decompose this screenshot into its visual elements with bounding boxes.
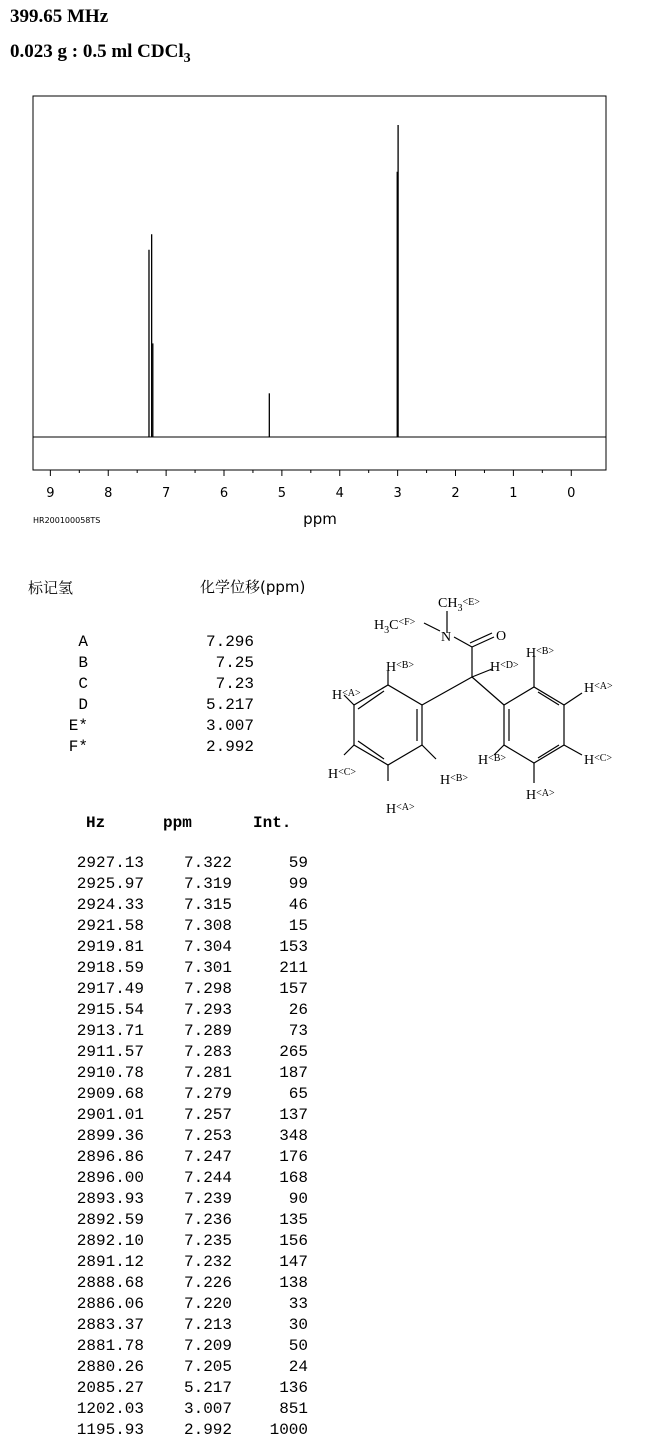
peak-hz: 2883.37: [76, 1316, 144, 1334]
label-h-a-left-bottom: $H^{<A>}$: [386, 802, 415, 817]
x-tick-label: 2: [451, 486, 460, 501]
assign-shift: 2.992: [205, 738, 254, 756]
peak-ppm: 7.253: [183, 1127, 232, 1145]
peak-hz: 2913.71: [76, 1022, 144, 1040]
peak-ppm: 2.992: [183, 1421, 232, 1439]
peak-hz: 2901.01: [76, 1106, 144, 1124]
peak-int: 90: [288, 1190, 308, 1208]
peak-hz: 2918.59: [76, 959, 144, 977]
label-h-a-right-bottom: $H^{<A>}$: [526, 788, 555, 803]
peak-ppm: 5.217: [183, 1379, 232, 1397]
x-tick-label: 4: [335, 486, 344, 501]
assign-label: D: [78, 696, 88, 714]
label-h-d: $H^{<D>}$: [490, 660, 519, 675]
sample-conditions-text: 0.023 g : 0.5 ml CDCl: [10, 41, 184, 62]
spectrometer-frequency: 399.65 MHz: [10, 6, 109, 27]
peak-hz: 1202.03: [76, 1400, 144, 1418]
label-h3c: $H_3C^{<F>}$: [374, 617, 416, 636]
label-h-c-left: $H^{<C>}$: [328, 767, 357, 782]
assign-label: C: [78, 675, 88, 693]
peak-int: 99: [288, 875, 308, 893]
peak-int: 26: [288, 1001, 308, 1019]
peak-hz: 2927.13: [76, 854, 144, 872]
peak-ppm: 7.289: [183, 1022, 232, 1040]
peak-hz: 1195.93: [76, 1421, 144, 1439]
label-o: O: [496, 629, 507, 644]
peak-hz: 2085.27: [76, 1379, 144, 1397]
plot-frame: [33, 96, 606, 470]
peak-ppm: 7.279: [183, 1085, 232, 1103]
assign-shift: 3.007: [205, 717, 254, 735]
assign-shift: 7.23: [215, 675, 254, 693]
peak-ppm: 7.236: [183, 1211, 232, 1229]
peak-int: 50: [288, 1337, 308, 1355]
peak-int: 135: [279, 1211, 308, 1229]
peak-int: 348: [279, 1127, 308, 1145]
peak-int: 147: [279, 1253, 308, 1271]
label-h-a-left: $H^{<A>}$: [332, 688, 361, 703]
label-h-b-right-bottom: $H^{<B>}$: [478, 753, 507, 768]
peak-int: 30: [288, 1316, 308, 1334]
peak-int: 211: [279, 959, 308, 977]
molecule-structure: [320, 585, 640, 820]
x-tick-label: 1: [509, 486, 518, 501]
peak-hz: 2911.57: [76, 1043, 144, 1061]
peak-int: 187: [279, 1064, 308, 1082]
peak-ppm: 7.315: [183, 896, 232, 914]
peak-ppm: 7.304: [183, 938, 232, 956]
peak-hz: 2910.78: [76, 1064, 144, 1082]
peak-ppm: 7.232: [183, 1253, 232, 1271]
peak-int: 156: [279, 1232, 308, 1250]
peak-header-int: Int.: [253, 814, 292, 832]
peak-hz: 2891.12: [76, 1253, 144, 1271]
peak-ppm: 7.322: [183, 854, 232, 872]
peak-hz: 2881.78: [76, 1337, 144, 1355]
structure-bonds: [344, 611, 582, 783]
label-n: N: [441, 630, 452, 645]
structure-labels: [328, 596, 613, 817]
peak-int: 168: [279, 1169, 308, 1187]
peak-ppm: 7.281: [183, 1064, 232, 1082]
peak-ppm: 7.293: [183, 1001, 232, 1019]
x-axis: [46, 470, 575, 501]
peak-int: 46: [288, 896, 308, 914]
peak-hz: 2919.81: [76, 938, 144, 956]
peak-hz: 2896.86: [76, 1148, 144, 1166]
assign-label: B: [78, 654, 88, 672]
peak-int: 153: [279, 938, 308, 956]
peak-ppm: 7.205: [183, 1358, 232, 1376]
peak-ppm: 7.235: [183, 1232, 232, 1250]
peak-int: 176: [279, 1148, 308, 1166]
peak-int: 59: [288, 854, 308, 872]
peak-hz: 2909.68: [76, 1085, 144, 1103]
peak-int: 65: [288, 1085, 308, 1103]
assign-shift: 7.296: [205, 633, 254, 651]
peak-hz: 2888.68: [76, 1274, 144, 1292]
label-h-a-right: $H^{<A>}$: [584, 681, 613, 696]
peak-ppm: 7.257: [183, 1106, 232, 1124]
peak-ppm: 7.209: [183, 1337, 232, 1355]
peak-int: 15: [288, 917, 308, 935]
peak-header-hz: Hz: [86, 814, 106, 832]
peak-ppm: 7.301: [183, 959, 232, 977]
peak-hz: 2915.54: [76, 1001, 144, 1019]
sample-conditions-subscript: 3: [183, 50, 191, 66]
x-axis-label: ppm: [303, 510, 337, 528]
peak-int: 157: [279, 980, 308, 998]
label-h-b-left-bottom: $H^{<B>}$: [440, 773, 469, 788]
peak-hz: 2921.58: [76, 917, 144, 935]
peak-ppm: 7.244: [183, 1169, 232, 1187]
peak-ppm: 7.213: [183, 1316, 232, 1334]
peak-int: 851: [279, 1400, 308, 1418]
peak-ppm: 7.308: [183, 917, 232, 935]
peak-int: 24: [288, 1358, 308, 1376]
peak-hz: 2917.49: [76, 980, 144, 998]
peak-int: 33: [288, 1295, 308, 1313]
label-h-b-left-top: $H^{<B>}$: [386, 660, 415, 675]
peak-int: 136: [279, 1379, 308, 1397]
peak-hz: 2893.93: [76, 1190, 144, 1208]
peak-ppm: 7.239: [183, 1190, 232, 1208]
spectrum-peaks: [149, 125, 398, 437]
peak-ppm: 7.298: [183, 980, 232, 998]
peak-hz: 2892.10: [76, 1232, 144, 1250]
assign-shift: 5.217: [205, 696, 254, 714]
peak-hz: 2886.06: [76, 1295, 144, 1313]
peak-ppm: 7.220: [183, 1295, 232, 1313]
peak-ppm: 7.319: [183, 875, 232, 893]
assign-header-label: 标记氢: [28, 579, 74, 597]
peak-ppm: 7.226: [183, 1274, 232, 1292]
x-tick-label: 7: [161, 486, 171, 501]
peak-hz: 2899.36: [76, 1127, 144, 1145]
nmr-spectrum-chart: [0, 0, 652, 540]
peak-int: 265: [279, 1043, 308, 1061]
label-h-b-right-top: $H^{<B>}$: [526, 646, 555, 661]
label-h-c-right: $H^{<C>}$: [584, 753, 613, 768]
assign-header-shift: 化学位移(ppm): [200, 578, 306, 596]
label-ch3: $CH_3^{<E>}$: [438, 596, 480, 614]
x-tick-label: 6: [219, 486, 229, 501]
peak-int: 138: [279, 1274, 308, 1292]
peak-ppm: 7.283: [183, 1043, 232, 1061]
peak-hz: 2896.00: [76, 1169, 144, 1187]
x-tick-label: 0: [567, 486, 576, 501]
x-tick-label: 9: [46, 486, 55, 501]
assign-label: A: [78, 633, 88, 651]
peak-ppm: 7.247: [183, 1148, 232, 1166]
assign-shift: 7.25: [215, 654, 254, 672]
x-tick-label: 8: [104, 486, 113, 501]
peak-hz: 2924.33: [76, 896, 144, 914]
peak-ppm: 3.007: [183, 1400, 232, 1418]
peak-hz: 2880.26: [76, 1358, 144, 1376]
x-tick-label: 3: [393, 486, 402, 501]
assign-label: F*: [68, 738, 88, 756]
x-tick-label: 5: [277, 486, 287, 501]
peak-header-ppm: ppm: [163, 814, 192, 832]
peak-int: 137: [279, 1106, 308, 1124]
spectrum-code: HR200100058TS: [33, 516, 101, 525]
assign-label: E*: [68, 717, 88, 735]
peak-hz: 2892.59: [76, 1211, 144, 1229]
peak-int: 73: [288, 1022, 308, 1040]
peak-int: 1000: [269, 1421, 308, 1439]
peak-hz: 2925.97: [76, 875, 144, 893]
